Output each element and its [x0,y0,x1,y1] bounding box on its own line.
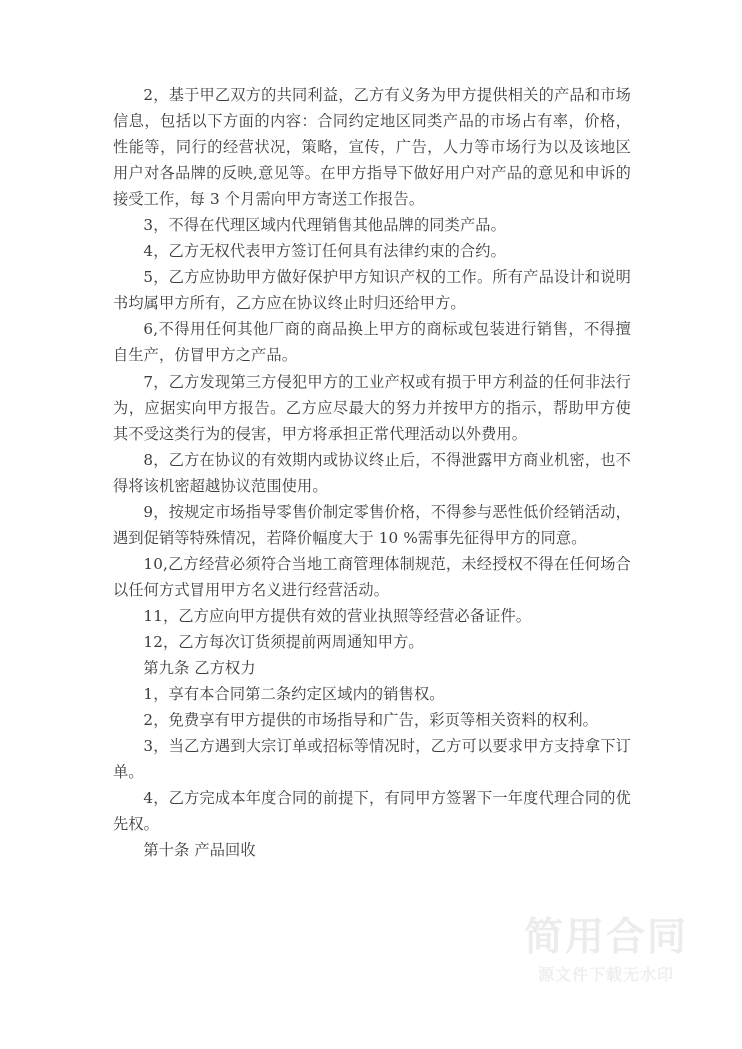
paragraph-clause-8-item-4: 4，乙方无权代表甲方签订任何具有法律约束的合约。 [143,242,506,261]
heading-clause-10: 第十条 产品回收 [143,841,256,860]
paragraph-clause-8-item-3: 3，不得在代理区域内代理销售其他品牌的同类产品。 [143,216,506,235]
paragraph-clause-9-item-4: 4，乙方完成本年度合同的前提下，有同甲方签署下一年度代理合同的优先权。 [113,789,631,834]
paragraph-clause-8-item-10: 10,乙方经营必须符合当地工商管理体制规范，未经授权不得在任何场合以任何方式冒用甲方名义进行经营活动。 [113,554,631,599]
paragraph-clause-8-item-11: 11，乙方应向甲方提供有效的营业执照等经营必备证件。 [143,606,532,625]
paragraph-clause-8-item-9: 9，按规定市场指导零售价制定零售价格，不得参与恶性低价经销活动，遇到促销等特殊情况，若降价幅度大于 10 %需事先征得甲方的同意。 [113,502,631,547]
paragraph-clause-8-item-5: 5，乙方应协助甲方做好保护甲方知识产权的工作。所有产品设计和说明书均属甲方所有，乙方应在协议终止时归还给甲方。 [113,268,631,313]
paragraph-clause-8-item-12: 12，乙方每次订货须提前两周通知甲方。 [143,632,424,651]
heading-clause-9: 第九条 乙方权力 [143,659,256,678]
paragraph-clause-8-item-8: 8，乙方在协议的有效期内或协议终止后，不得泄露甲方商业机密，也不得将该机密超越协议范围使用。 [113,450,631,495]
paragraph-clause-8-item-7: 7，乙方发现第三方侵犯甲方的工业产权或有损于甲方利益的任何非法行为，应据实向甲方报告。乙方应尽最大的努力并按甲方的指示，帮助甲方使其不受这类行为的侵害，甲方将承担正常代理活动以外费用。 [113,372,631,443]
paragraph-clause-8-item-6: 6,不得用任何其他厂商的商品换上甲方的商标或包装进行销售，不得擅自生产，仿冒甲方之产品。 [113,320,631,365]
watermark [506,916,706,986]
paragraph-clause-9-item-1: 1，享有本合同第二条约定区域内的销售权。 [143,685,445,704]
document-text-body [113,82,631,863]
watermark-subtitle-text: 源文件下载无水印 [537,965,674,984]
paragraph-clause-8-item-2: 2，基于甲乙双方的共同利益，乙方有义务为甲方提供相关的产品和市场信息，包括以下方面的内容：合同约定地区同类产品的市场占有率，价格，性能等，同行的经营状况，策略，宣传，广告，人力等市场行为以及该地区用户对各品牌的反映,意见等。在甲方指导下做好用户对产品的意见和申诉的接受工作，每 3 个月需向甲方寄送工作报告。 [113,86,631,209]
paragraph-clause-9-item-3: 3，当乙方遇到大宗订单或招标等情况时，乙方可以要求甲方支持拿下订单。 [113,737,631,782]
paragraph-clause-9-item-2: 2，免费享有甲方提供的市场指导和广告，彩页等相关资料的权利。 [143,711,598,730]
watermark-brand-text: 简用合同 [523,915,688,960]
